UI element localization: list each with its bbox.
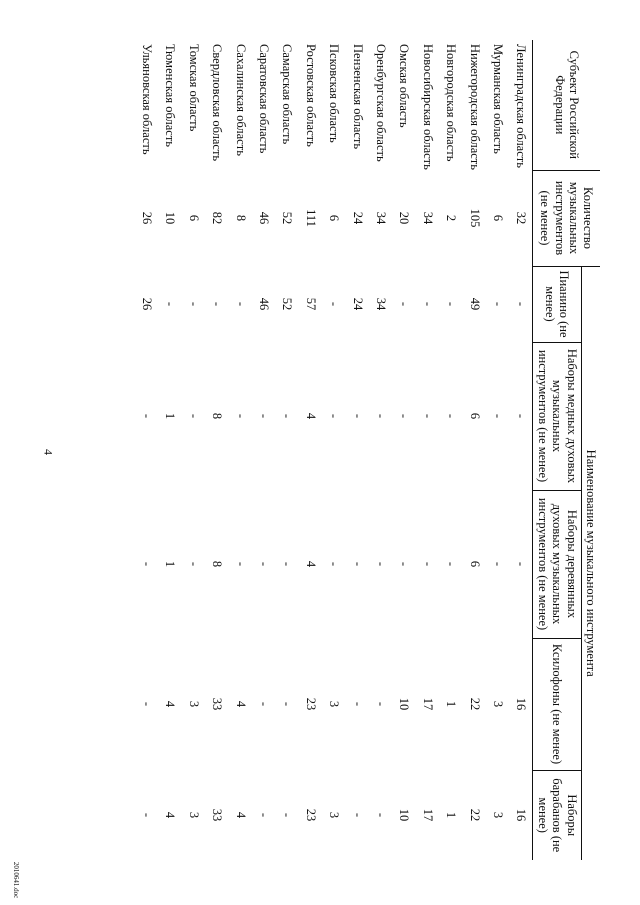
woodwind-cell: -	[280, 561, 295, 567]
piano-cell: 24	[350, 297, 365, 311]
table-row	[182, 40, 205, 860]
woodwind-cell: -	[233, 561, 248, 567]
piano-cell: 52	[280, 297, 295, 311]
brass-cell: -	[420, 413, 435, 419]
region-cell: Ленинградская область	[514, 44, 529, 168]
table-row	[439, 40, 462, 860]
quantity-cell: 34	[420, 211, 435, 225]
table-body	[135, 40, 533, 860]
xylophone-cell: 3	[490, 700, 505, 708]
page-number: 4	[41, 449, 56, 455]
woodwind-cell: -	[327, 561, 342, 567]
woodwind-cell: 4	[303, 560, 318, 568]
region-cell: Новосибирская область	[420, 44, 435, 170]
brass-cell: 8	[210, 412, 225, 420]
piano-cell: 57	[303, 297, 318, 311]
table-row	[228, 40, 251, 860]
header-xylophone: Ксилофоны (не менее)	[533, 638, 581, 770]
region-cell: Пензенская область	[350, 44, 365, 150]
piano-cell: -	[444, 301, 459, 307]
xylophone-cell: 17	[420, 697, 435, 711]
woodwind-cell: -	[140, 561, 155, 567]
table-row	[205, 40, 228, 860]
region-cell: Новгородская область	[444, 44, 459, 162]
quantity-cell: 52	[280, 211, 295, 225]
table-row	[275, 40, 298, 860]
region-cell: Омская область	[397, 44, 412, 128]
quantity-cell: 82	[210, 211, 225, 225]
brass-cell: 1	[163, 412, 178, 420]
drums-cell: -	[257, 812, 272, 818]
drums-cell: 23	[303, 808, 318, 822]
xylophone-cell: 22	[467, 697, 482, 711]
brass-cell: -	[233, 413, 248, 419]
drums-cell: 3	[490, 811, 505, 819]
brass-cell: -	[350, 413, 365, 419]
header-quantity: Количество музыкальных инструментов (не менее)	[533, 170, 600, 266]
brass-cell: -	[373, 413, 388, 419]
brass-cell: -	[140, 413, 155, 419]
xylophone-cell: 4	[233, 700, 248, 708]
woodwind-cell: -	[514, 561, 529, 567]
rotated-table-container	[110, 40, 600, 860]
region-cell: Нижегородская область	[467, 44, 482, 170]
drums-cell: 16	[514, 808, 529, 822]
woodwind-cell: -	[397, 561, 412, 567]
piano-cell: -	[163, 301, 178, 307]
header-drums: Наборы барабанов (не менее)	[533, 770, 581, 860]
region-cell: Ростовская область	[303, 44, 318, 147]
xylophone-cell: 3	[327, 700, 342, 708]
table-row	[135, 40, 158, 860]
drums-cell: 4	[163, 811, 178, 819]
piano-cell: 49	[467, 297, 482, 311]
region-cell: Саратовская область	[257, 44, 272, 154]
brass-cell: 4	[303, 412, 318, 420]
region-cell: Мурманская область	[490, 44, 505, 154]
woodwind-cell: 1	[163, 560, 178, 568]
drums-cell: 3	[327, 811, 342, 819]
brass-cell: -	[444, 413, 459, 419]
brass-cell: -	[280, 413, 295, 419]
table-row	[158, 40, 181, 860]
piano-cell: 26	[140, 297, 155, 311]
xylophone-cell: -	[140, 701, 155, 707]
xylophone-cell: 4	[163, 700, 178, 708]
header-subject: Субъект Российской Федерации	[533, 40, 600, 170]
drums-cell: 22	[467, 808, 482, 822]
region-cell: Оренбургская область	[373, 44, 388, 162]
piano-cell: 46	[257, 297, 272, 311]
woodwind-cell: -	[373, 561, 388, 567]
woodwind-cell: -	[444, 561, 459, 567]
brass-cell: -	[490, 413, 505, 419]
brass-cell: -	[514, 413, 529, 419]
drums-cell: -	[350, 812, 365, 818]
xylophone-cell: -	[373, 701, 388, 707]
piano-cell: -	[327, 301, 342, 307]
brass-cell: 6	[467, 412, 482, 420]
woodwind-cell: 6	[467, 560, 482, 568]
table-row	[462, 40, 485, 860]
piano-cell: -	[397, 301, 412, 307]
table-row	[252, 40, 275, 860]
table-row	[486, 40, 509, 860]
quantity-cell: 46	[257, 211, 272, 225]
region-cell: Сахалинская область	[233, 44, 248, 156]
table-row	[509, 40, 533, 860]
piano-cell: -	[514, 301, 529, 307]
quantity-cell: 24	[350, 211, 365, 225]
quantity-cell: 2	[444, 214, 459, 222]
region-cell: Псковская область	[327, 44, 342, 143]
xylophone-cell: 3	[186, 700, 201, 708]
piano-cell: -	[233, 301, 248, 307]
woodwind-cell: -	[257, 561, 272, 567]
quantity-cell: 6	[327, 214, 342, 222]
region-cell: Ульяновская область	[140, 44, 155, 155]
quantity-cell: 20	[397, 211, 412, 225]
header-instrument-group: Наименование музыкального инструмента	[581, 266, 600, 860]
piano-cell: -	[420, 301, 435, 307]
table-row	[392, 40, 415, 860]
xylophone-cell: -	[280, 701, 295, 707]
quantity-cell: 6	[186, 214, 201, 222]
table-row	[369, 40, 392, 860]
header-brass: Наборы медных духовых музыкальных инструментов (не менее)	[533, 342, 581, 490]
drums-cell: 3	[186, 811, 201, 819]
quantity-cell: 111	[303, 209, 318, 227]
piano-cell: 34	[373, 297, 388, 311]
drums-cell: 33	[210, 808, 225, 822]
piano-cell: -	[210, 301, 225, 307]
table-row	[416, 40, 439, 860]
drums-cell: 1	[444, 811, 459, 819]
woodwind-cell: -	[350, 561, 365, 567]
region-cell: Тюменская область	[163, 44, 178, 147]
woodwind-cell: 8	[210, 560, 225, 568]
woodwind-cell: -	[490, 561, 505, 567]
piano-cell: -	[186, 301, 201, 307]
drums-cell: -	[373, 812, 388, 818]
xylophone-cell: 1	[444, 700, 459, 708]
quantity-cell: 8	[233, 214, 248, 222]
header-woodwind: Наборы деревянных духовых музыкальных инструментов (не менее)	[533, 490, 581, 638]
brass-cell: -	[397, 413, 412, 419]
region-cell: Свердловская область	[210, 44, 225, 162]
piano-cell: -	[490, 301, 505, 307]
quantity-cell: 10	[163, 211, 178, 225]
header-piano: Пианино (не менее)	[533, 266, 581, 342]
brass-cell: -	[257, 413, 272, 419]
region-cell: Томская область	[186, 44, 201, 132]
table-row	[299, 40, 322, 860]
drums-cell: 4	[233, 811, 248, 819]
xylophone-cell: 10	[397, 697, 412, 711]
xylophone-cell: -	[257, 701, 272, 707]
drums-cell: -	[140, 812, 155, 818]
instruments-table	[135, 40, 600, 860]
xylophone-cell: 23	[303, 697, 318, 711]
table-row	[345, 40, 368, 860]
quantity-cell: 34	[373, 211, 388, 225]
drums-cell: 10	[397, 808, 412, 822]
woodwind-cell: -	[186, 561, 201, 567]
xylophone-cell: -	[350, 701, 365, 707]
region-cell: Самарская область	[280, 44, 295, 145]
quantity-cell: 32	[514, 211, 529, 225]
table-row	[322, 40, 345, 860]
xylophone-cell: 33	[210, 697, 225, 711]
quantity-cell: 105	[467, 208, 482, 228]
quantity-cell: 26	[140, 211, 155, 225]
brass-cell: -	[327, 413, 342, 419]
xylophone-cell: 16	[514, 697, 529, 711]
woodwind-cell: -	[420, 561, 435, 567]
footer-filename: 2010641.doc	[12, 861, 20, 899]
brass-cell: -	[186, 413, 201, 419]
drums-cell: 17	[420, 808, 435, 822]
drums-cell: -	[280, 812, 295, 818]
quantity-cell: 6	[490, 214, 505, 222]
